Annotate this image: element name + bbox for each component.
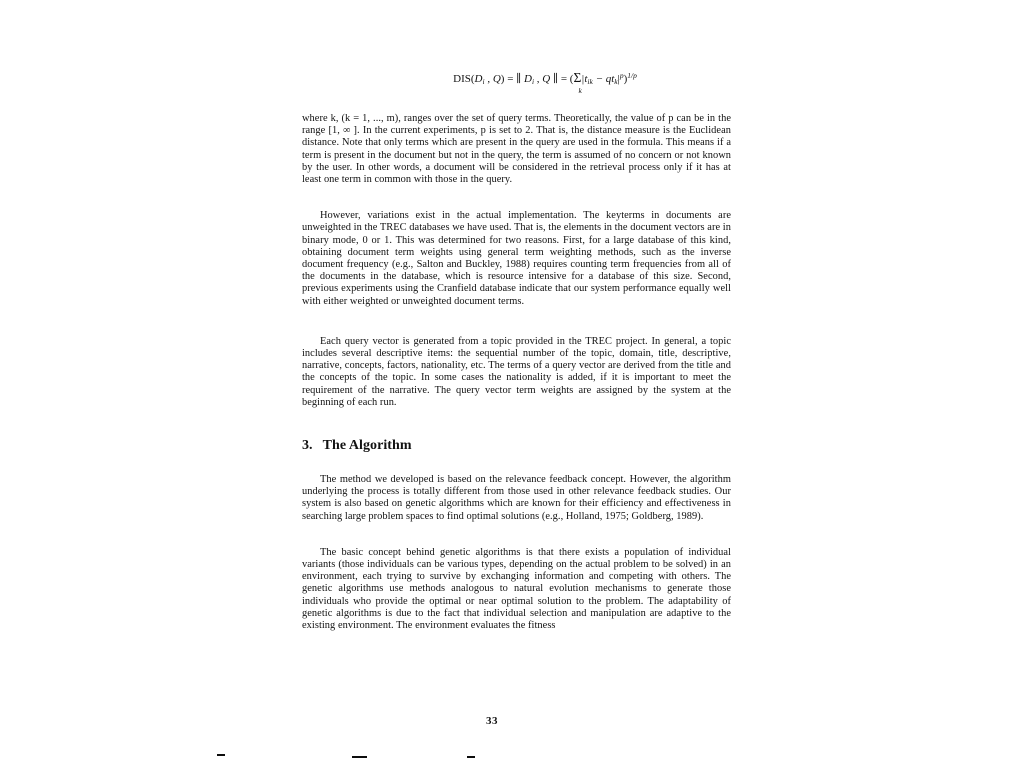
paragraph-query-terms: where k, (k = 1, ..., m), ranges over the set of query terms. Theoretically, the value of p can be in the range [1, ∞ ]. In the current experiments, p is set to 2. That is, the distance measure is the Euclidean distance. Note that only terms which are present in the query are used in the formula. This means if a term is present in the document but not in the query, the term is assumed of no concern or not known by the user. In other words, a document will be considered in the retrieval process only if it has at least one term in common with those in the query. xyxy=(302,113,731,186)
formula-sub-k: k xyxy=(614,77,618,86)
paragraph-implementation-variations: However, variations exist in the actual implementation. The keyterms in documents are unweighted in the TREC databases we have used. That is, the elements in the document vectors are in binary mode, 0 or 1. This was determined for two reasons. First, for a large database of this kind, obtaining document term weights using general term weighting methods, such as the inverse document frequency (e.g., Salton and Buckley, 1988) requires counting term frequencies from all of the documents in the database, which is resource intensive for a database of this size. Second, previous experiments using the Cranfield database indicate that our system performance equally well with either weighted or unweighted document terms. xyxy=(302,210,731,307)
paragraph-genetic-algorithms-concept: The basic concept behind genetic algorithms is that there exists a population of individual variants (those individuals can be various types, depending on the actual problem to be solved) in an environment, each trying to survive by exchanging information and competing with others. The genetic algorithms use methods analogous to natural evolution mechanisms to generate those individuals who provide the optimal or near optimal solution to the problem. The adaptability of genetic algorithms is due to the fact that individual selection and manipulation are adaptive to the existing environment. The environment evaluates the fitness xyxy=(302,546,731,632)
formula-var-d: D xyxy=(523,73,532,85)
formula-sub-i: i xyxy=(531,77,535,86)
formula-var-q: Q xyxy=(542,73,551,85)
paragraph-query-vector-topics: Each query vector is generated from a topic provided in the TREC project. In general, a topic includes several descriptive items: the sequential number of the topic, domain, title, descriptive, narrative, concepts, factors, nationality, etc. The terms of a query vector are derived from the title and the concepts of the topic. In some cases the nationality is added, if it is important to meet the requirement of the narrative. The query vector term weights are assigned by the system at the beginning of each run. xyxy=(302,335,731,408)
summation-index-k: k xyxy=(578,86,582,95)
formula-var-d: D xyxy=(474,73,483,85)
distance-formula xyxy=(453,69,637,95)
formula-sub-ik: ik xyxy=(587,77,593,86)
summation-sigma xyxy=(573,70,582,95)
formula-exponent-1-over-p: 1/p xyxy=(627,71,637,80)
scan-artifact-dash-center xyxy=(352,756,367,758)
document-body xyxy=(302,113,731,632)
section-number: 3. xyxy=(302,438,313,454)
formula-text: , xyxy=(534,73,543,85)
formula-text: ) = ∥ xyxy=(500,73,524,85)
formula-exponent-p: p xyxy=(619,71,624,80)
formula-text: | xyxy=(617,73,620,85)
section-title: The Algorithm xyxy=(322,438,412,454)
page-number: 33 xyxy=(486,715,498,727)
formula-var-t: |t xyxy=(581,73,588,85)
formula-text: ) xyxy=(623,73,628,85)
formula-text: , xyxy=(484,73,493,85)
formula-var-q: Q xyxy=(492,73,501,85)
paragraph-relevance-feedback-method: The method we developed is based on the relevance feedback concept. However, the algorithm underlying the process is totally different from those used in other relevance feedback studies. Our system is also based on genetic algorithms which are known for their efficiency and effectiveness in searching large problem spaces to find optimal solutions (e.g., Holland, 1975; Goldberg, 1989). xyxy=(302,474,731,522)
scan-artifact-dash-right xyxy=(467,756,475,758)
formula-var-qt: − qt xyxy=(592,73,615,85)
formula-text: ∥ = ( xyxy=(550,73,574,85)
formula-sub-i: i xyxy=(482,77,485,86)
formula-function-dis: DIS( xyxy=(453,73,475,85)
section-heading-the-algorithm xyxy=(302,438,731,454)
sigma-symbol: Σ xyxy=(573,70,582,85)
scan-artifact-dash-left xyxy=(217,754,225,756)
